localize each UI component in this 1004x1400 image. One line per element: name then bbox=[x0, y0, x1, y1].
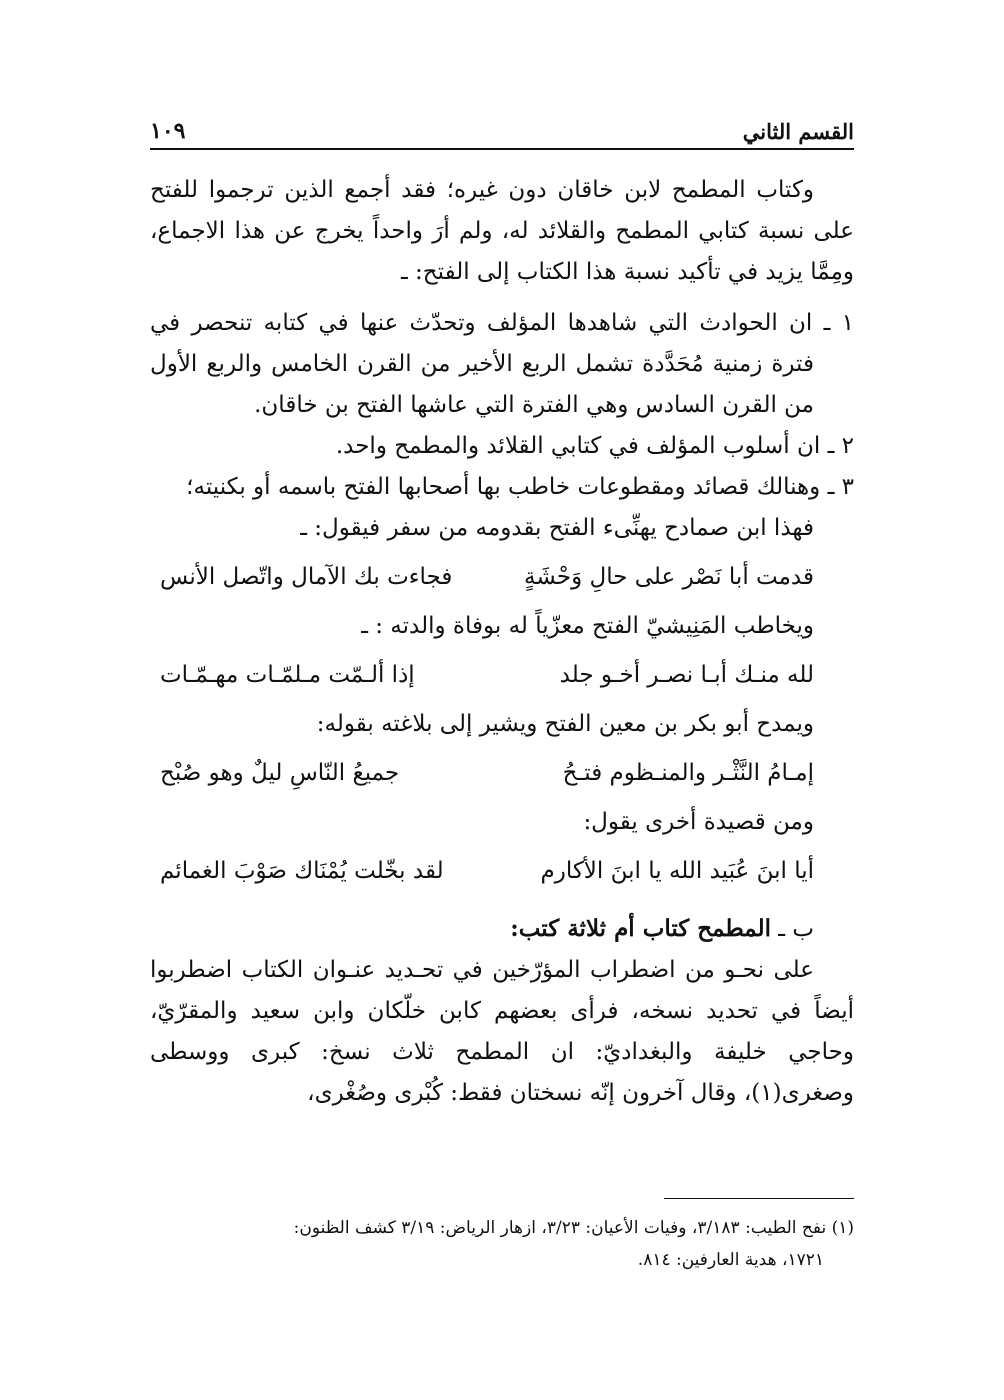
list-item-3: ٣ ـ وهنالك قصائد ومقطوعات خاطب بها أصحابها الفتح باسمه أو بكنيته؛ bbox=[186, 474, 854, 500]
verse-hemistich-second: لقد بخّلت يُمْنَاك صَوْبَ الغمائم bbox=[160, 858, 444, 884]
list-item-3-continuation: فهذا ابن صمادح يهنِّىء الفتح بقدومه من سفر فيقول: ـ bbox=[300, 515, 814, 541]
verse-line bbox=[150, 655, 854, 696]
verse-hemistich-second: جميعُ النّاسِ ليلٌ وهو صُبْح bbox=[160, 760, 400, 786]
verse-line bbox=[150, 557, 854, 598]
footnote-divider bbox=[664, 1198, 854, 1199]
heading-title: المطمح كتاب أم ثلاثة كتب: bbox=[510, 915, 771, 942]
footnotes bbox=[150, 1212, 854, 1276]
verse-line bbox=[150, 851, 854, 892]
verse-hemistich-first: إمـامُ النَّثْـر والمنـظوم فتـحُ bbox=[562, 760, 814, 786]
final-paragraph: على نحـو من اضطراب المؤرّخين في تحـديد عنـوان الكتاب اضطربوا أيضاً في تحديد نسخه، فرأى بعضهم كابن خلّكان وابن سعيد والمقرّيّ، وحاجي خليفة والبغداديّ: ان المطمح ثلاث نسخ: كبرى ووسطى وصغرى(١)، وقال آخرون إنّه نسختان فقط: كُبْرى وصُغْرى، bbox=[150, 957, 854, 1106]
footnote-1: (١) نفح الطيب: ٣/١٨٣، وفيات الأعيان: ٣/٢٣، ازهار الرياض: ٣/١٩ كشف الظنون: bbox=[293, 1218, 854, 1238]
intro-line-other: ومن قصيدة أخرى يقول: bbox=[583, 809, 814, 835]
evidence-list bbox=[150, 303, 854, 549]
page-body bbox=[150, 170, 854, 1114]
list-item-1: ١ ـ ان الحوادث التي شاهدها المؤلف وتحدّث عنها في كتابه تنحصر في فترة زمنية مُحَدَّدة تشمل الربع الأخير من القرن الخامس والربع الأول من القرن السادس وهي الفترة التي عاشها الفتح بن خاقان. bbox=[150, 310, 854, 418]
list-item-2: ٢ ـ ان أسلوب المؤلف في كتابي القلائد والمطمح واحد. bbox=[335, 433, 854, 459]
verse-line bbox=[150, 753, 854, 794]
verse-hemistich-first: لله منـك أبـا نصـر أخـو جلد bbox=[559, 662, 814, 688]
heading-label: ب ـ bbox=[778, 916, 814, 942]
verse-hemistich-second: فجاءت بك الآمال واتّصل الأنس bbox=[160, 564, 453, 590]
intro-line-manishi: ويخاطب المَنِيشيّ الفتح معزّياً له بوفاة والدته : ـ bbox=[361, 613, 814, 639]
footnote-1-continuation: ١٧٢١، هدية العارفين: ٨١٤. bbox=[637, 1250, 824, 1270]
verse-hemistich-first: قدمت أبا نَصْر على حالِ وَحْشَةٍ bbox=[524, 564, 814, 590]
verse-hemistich-second: إذا ألـمّت مـلمّـات مهـمّـات bbox=[160, 662, 415, 688]
section-title: القسم الثاني bbox=[742, 119, 854, 144]
intro-line-abubakr: ويمدح أبو بكر بن معين الفتح ويشير إلى بلاغته بقوله: bbox=[316, 711, 814, 737]
page-number: ١٠٩ bbox=[150, 118, 186, 144]
page-header bbox=[150, 108, 854, 150]
verse-hemistich-first: أيا ابنَ عُبَيد الله يا ابنَ الأكارم bbox=[540, 858, 814, 884]
intro-paragraph: وكتاب المطمح لابن خاقان دون غيره؛ فقد أجمع الذين ترجموا للفتح على نسبة كتابي المطمح والقلائد له، ولم أرَ واحداً يخرج عن هذا الاجماع، ومِمَّا يزيد في تأكيد نسبة هذا الكتاب إلى الفتح: ـ bbox=[150, 177, 854, 285]
section-heading-b bbox=[150, 908, 854, 950]
